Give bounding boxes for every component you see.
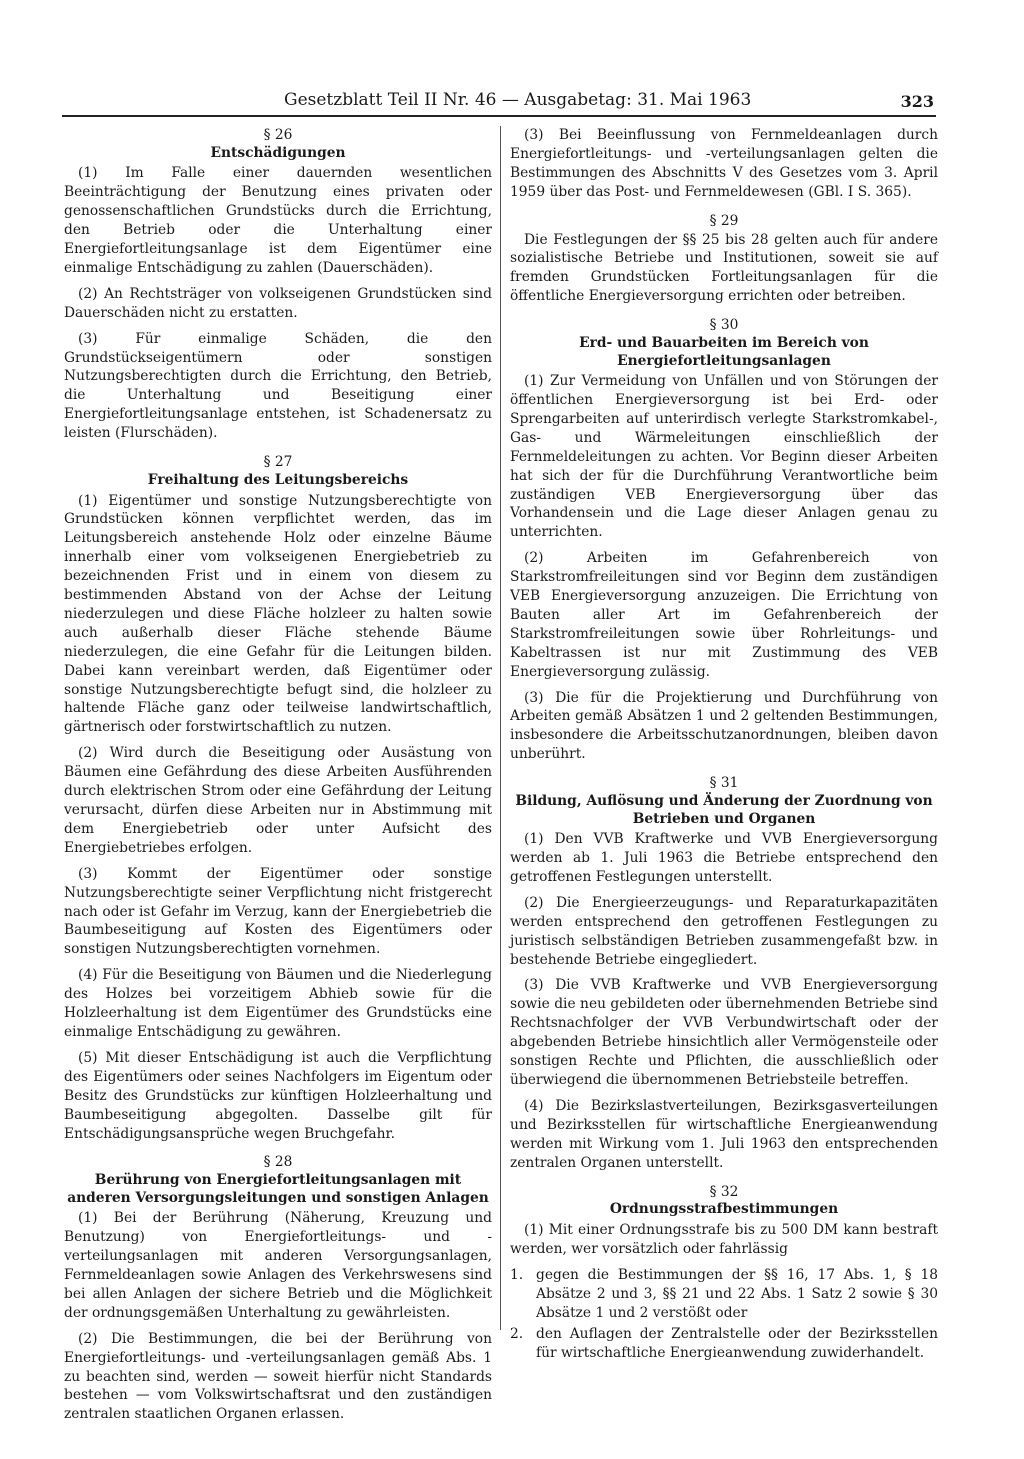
section-title: Erd- und Bauarbeiten im Bereich von Energiefortleitungsanlagen <box>579 335 869 369</box>
section-29 <box>510 212 938 307</box>
section-32 <box>510 1183 938 1364</box>
paragraph: (2) Arbeiten im Gefahrenbereich von Starkstromfreileitungen sind vor Beginn dem zuständigen VEB Energieversorgung anzuzeigen. Die Errichtung von Bauten aller Art im Gefahrenbereich der Starkstromfreileitungen sowie über Rohrleitungs- und Kabeltrassen ist nur mit Zustimmung des VEB Energieversorgung zulässig. <box>510 550 938 680</box>
paragraph: (2) Wird durch die Beseitigung oder Ausästung von Bäumen eine Gefährdung des diese Arbeiten Ausführenden durch elektrischen Strom oder eine Gefährdung der Leitung verursacht, dürfen diese Arbeiten nur in Abstimmung mit dem Energiebetrieb oder unter Aufsicht des Energiebetriebes erfolgen. <box>64 745 492 856</box>
section-number: § 28 <box>263 1154 293 1171</box>
paragraph: (1) Mit einer Ordnungsstrafe bis zu 500 DM kann bestraft werden, wer vorsätzlich oder fahrlässig <box>510 1221 938 1257</box>
paragraph: (4) Für die Beseitigung von Bäumen und die Niederlegung des Holzes bei vorzeitigem Abhieb sowie für die Holzleerhaltung ist dem Eigentümer des Grundstücks eine einmalige Entschädigung zu gewähren. <box>64 967 492 1040</box>
section-title: Berührung von Energiefortleitungsanlagen mit anderen Versorgungsleitungen und sonstigen Anlagen <box>67 1172 489 1206</box>
section-number: § 32 <box>709 1183 739 1200</box>
page-number: 323 <box>900 92 934 111</box>
left-column <box>64 126 492 1431</box>
paragraph: (1) Im Falle einer dauernden wesentlichen Beeinträchtigung der Benutzung eines privaten oder genossenschaftlichen Grundstücks durch die Errichtung, den Betrieb oder die Unterhaltung einer Energiefortleitungsanlage ist dem Eigentümer eine einmalige Entschädigung zu zahlen (Dauerschäden). <box>64 165 492 276</box>
list-item-number: 1. <box>510 1266 524 1283</box>
header-title: Gesetzblatt Teil II Nr. 46 — Ausgabetag: 31. Mai 1963 <box>284 90 752 110</box>
numbered-list <box>510 1266 938 1364</box>
list-item-text: den Auflagen der Zentralstelle oder der Bezirksstellen für wirtschaftliche Energieanwendung zuwiderhandelt. <box>536 1326 938 1362</box>
section-title: Ordnungsstrafbestimmungen <box>609 1201 839 1218</box>
right-column <box>510 126 938 1366</box>
paragraph: (5) Mit dieser Entschädigung ist auch die Verpflichtung des Eigentümers oder seines Nachfolgers im Eigentum oder Besitz des Grundstücks zur künftigen Holzleerhaltung und Baumbeseitigung abgegolten. Dasselbe gilt für Entschädigungsansprüche wegen Bruchgefahr. <box>64 1049 492 1142</box>
section-28 <box>64 1153 492 1424</box>
paragraph: (1) Bei der Berührung (Näherung, Kreuzung und Benutzung) von Energiefortleitungs- und -verteilungsanlagen mit anderen Versorgungsanlagen, Fernmeldeanlagen sowie Anlagen des Verkehrswesens sind bei allen Anlagen der sichere Betrieb und die Möglichkeit der ordnungsgemäßen Unterhaltung zu gewährleisten. <box>64 1210 492 1321</box>
paragraph: (1) Zur Vermeidung von Unfällen und von Störungen der öffentlichen Energieversorgung ist bei Erd- oder Sprengarbeiten auf unterirdisch verlegte Starkstromkabel-, Gas- und Wärmeleitungen einschließlich der Fernmeldeleitungen zu achten. Vor Beginn dieser Arbeiten hat sich der für die Durchführung Verantwortliche beim zuständigen VEB Energieversorgung über das Vorhandensein und die Lage dieser Anlagen genau zu unterrichten. <box>510 373 938 541</box>
paragraph: (3) Für einmalige Schäden, die den Grundstückseigentümern oder sonstigen Nutzungsberechtigten durch die Errichtung, den Betrieb, die Unterhaltung und Beseitigung einer Energiefortleitungsanlage entstehen, ist Schadenersatz zu leisten (Flurschäden). <box>64 330 492 442</box>
paragraph: (1) Eigentümer und sonstige Nutzungsberechtigte von Grundstücken können verpflichtet werden, das im Leitungsbereich anstehende Holz oder einzelne Bäume innerhalb einer vom volkseigenen Energiebetrieb zu bezeichnenden Frist und in einem von diesem zu bestimmenden Abstand von der Achse der Leitung niederzulegen und diese Fläche holzleer zu halten sowie auch außerhalb dieser Fläche stehende Bäume niederzulegen, die eine Gefahr für die Leitungen bilden. Dabei kann vereinbart werden, daß Eigentümer oder sonstige Nutzungsberechtigte befugt sind, die holzleer zu haltende Fläche ganz oder teilweise landwirtschaftlich, gärtnerisch oder forstwirtschaftlich zu nutzen. <box>64 492 492 736</box>
paragraph: (3) Die VVB Kraftwerke und VVB Energieversorgung sowie die neu gebildeten oder übernehmenden Betriebe sind Rechtsnachfolger der VVB Verbundwirtschaft oder der abgebenden Betriebe hinsichtlich aller Vermögensteile oder sonstigen Rechte und Pflichten, die ausschließlich oder überwiegend die übernommenen Betriebsteile betreffen. <box>510 977 938 1088</box>
column-divider <box>500 126 501 1330</box>
paragraph: (3) Kommt der Eigentümer oder sonstige Nutzungsberechtigte seiner Verpflichtung nicht fristgerecht nach oder ist Gefahr im Verzug, kann der Energiebetrieb die Baumbeseitigung auf Kosten des Eigentümers oder sonstigen Nutzungsberechtigten vornehmen. <box>64 865 492 958</box>
paragraph: (2) Die Energieerzeugungs- und Reparaturkapazitäten werden entsprechend den getroffenen Festlegungen zu juristisch selbständigen Betrieben zusammengefaßt bzw. in bestehende Betriebe eingegliedert. <box>510 894 938 968</box>
list-item <box>510 1266 938 1323</box>
paragraph: (3) Die für die Projektierung und Durchführung von Arbeiten gemäß Absätzen 1 und 2 geltenden Bestimmungen, insbesondere die Arbeitsschutzanordnungen, bleiben davon unberührt. <box>510 689 938 763</box>
section-number: § 31 <box>709 775 739 792</box>
page-header <box>62 90 934 114</box>
section-number: § 29 <box>709 212 739 229</box>
paragraph: (3) Bei Beeinflussung von Fernmeldeanlagen durch Energiefortleitungs- und -verteilungsanlagen gelten die Bestimmungen des Abschnitts V des Gesetzes vom 3. April 1959 über das Post- und Fernmeldewesen (GBl. I S. 365). <box>510 127 938 200</box>
header-rule <box>62 115 936 117</box>
list-item-text: gegen die Bestimmungen der §§ 16, 17 Abs. 1, § 18 Absätze 2 und 3, §§ 21 und 22 Abs. 1 Satz 2 sowie § 30 Absätze 1 und 2 verstößt oder <box>536 1266 938 1321</box>
paragraph: (2) Die Bestimmungen, die bei der Berührung von Energiefortleitungs- und -verteilungsanlagen gemäß Abs. 1 zu beachten sind, werden — soweit hierfür nicht Standards bestehen — vom Volkswirtschaftsrat und den zuständigen zentralen staatlichen Organen erlassen. <box>64 1330 492 1423</box>
paragraph: (1) Den VVB Kraftwerke und VVB Energieversorgung werden ab 1. Juli 1963 die Betriebe entsprechend den getroffenen Festlegungen unterstellt. <box>510 831 938 885</box>
paragraph: (2) An Rechtsträger von volkseigenen Grundstücken sind Dauerschäden nicht zu erstatten. <box>64 285 492 321</box>
section-number: § 27 <box>263 454 293 471</box>
section-26 <box>64 126 492 443</box>
paragraph: (4) Die Bezirkslastverteilungen, Bezirksgasverteilungen und Bezirksstellen für wirtschaftliche Energieanwendung werden mit Wirkung vom 1. Juli 1963 den entsprechenden zentralen Organen unterstellt. <box>510 1097 938 1171</box>
list-item-number: 2. <box>510 1326 524 1343</box>
paragraph: Die Festlegungen der §§ 25 bis 28 gelten auch für andere sozialistische Betriebe und Institutionen, soweit sie auf fremden Grundstücken Fortleitungsanlagen für die öffentliche Energieversorgung errichten oder betreiben. <box>510 231 938 305</box>
list-item <box>510 1325 938 1363</box>
section-number: § 30 <box>709 317 739 334</box>
section-27 <box>64 453 492 1143</box>
section-title: Bildung, Auflösung und Änderung der Zuordnung von Betrieben und Organen <box>515 793 933 827</box>
section-31 <box>510 774 938 1172</box>
section-title: Entschädigungen <box>210 144 346 161</box>
section-title: Freihaltung des Leitungsbereichs <box>147 472 409 488</box>
section-number: § 26 <box>263 127 293 143</box>
section-30 <box>510 316 938 764</box>
